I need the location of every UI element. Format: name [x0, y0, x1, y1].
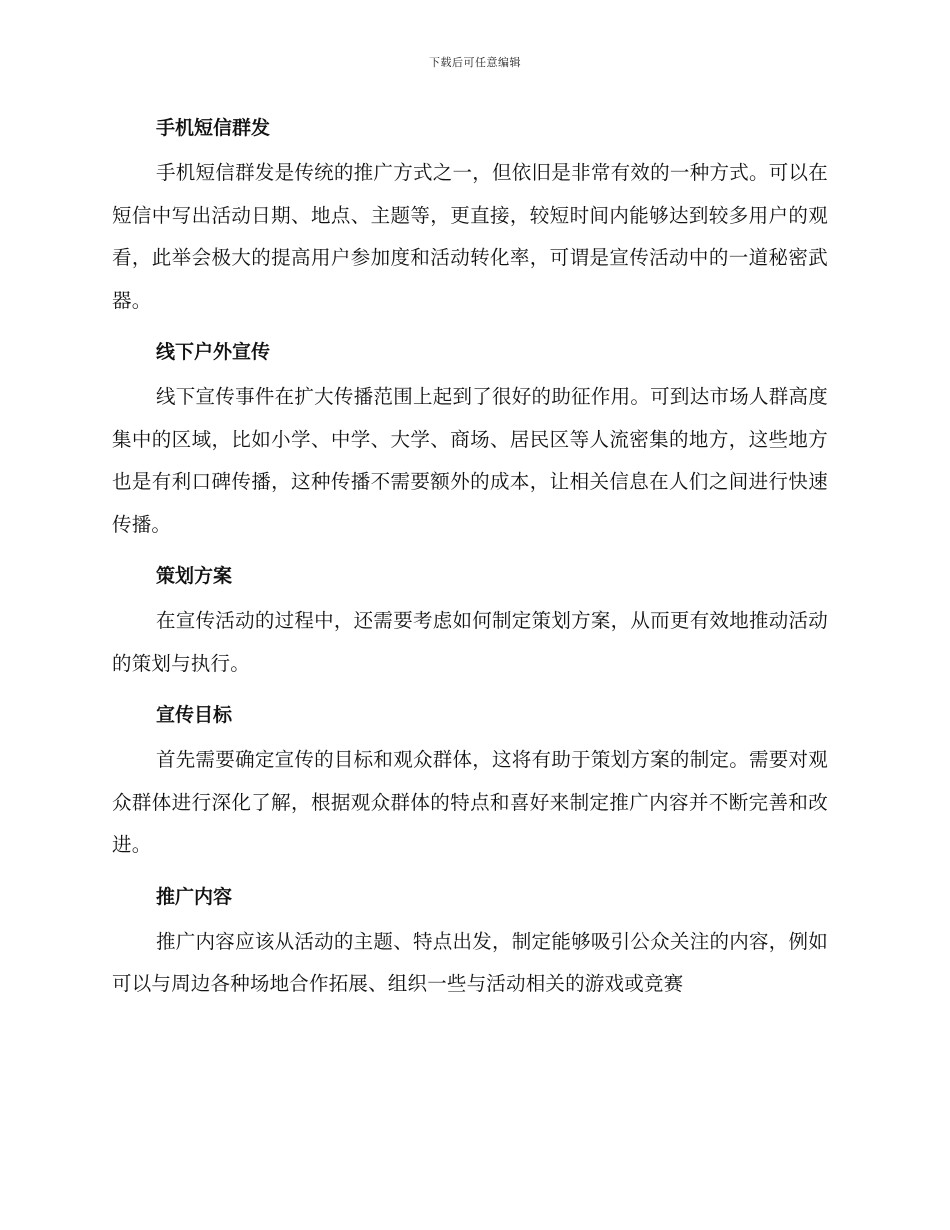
section-heading: 线下户外宣传 [156, 341, 271, 363]
section-heading: 宣传目标 [156, 704, 233, 726]
section-paragraph: 首先需要确定宣传的目标和观众群体，这将有助于策划方案的制定。需要对观众群体进行深化了解，根据观众群体的特点和喜好来制定推广内容并不断完善和改进。 [112, 748, 828, 856]
section-goals [112, 695, 828, 867]
section-paragraph: 在宣传活动的过程中，还需要考虑如何制定策划方案，从而更有效地推动活动的策划与执行。 [112, 609, 828, 675]
section-paragraph: 线下宣传事件在扩大传播范围上起到了很好的助征作用。可到达市场人群高度集中的区域，比如小学、中学、大学、商场、居民区等人流密集的地方，这些地方也是有利口碑传播，这种传播不需要额外的成本，让相关信息在人们之间进行快速传播。 [112, 385, 828, 536]
section-heading: 策划方案 [156, 565, 233, 587]
document-body [112, 108, 828, 1016]
page-header-note: 下载后可任意编辑 [429, 56, 521, 69]
section-paragraph: 推广内容应该从活动的主题、特点出发，制定能够吸引公众关注的内容，例如可以与周边各种场地合作拓展、组织一些与活动相关的游戏或竞赛 [112, 929, 828, 995]
section-offline-outdoor [112, 332, 828, 546]
section-paragraph: 手机短信群发是传统的推广方式之一，但依旧是非常有效的一种方式。可以在短信中写出活动日期、地点、主题等，更直接，较短时间内能够达到较多用户的观看，此举会极大的提高用户参加度和活动转化率，可谓是宣传活动中的一道秘密武器。 [112, 161, 828, 312]
section-heading: 手机短信群发 [156, 117, 271, 139]
section-promo-content [112, 877, 828, 1006]
section-heading: 推广内容 [156, 885, 233, 908]
section-planning [112, 556, 828, 685]
section-sms-broadcast [112, 108, 828, 322]
